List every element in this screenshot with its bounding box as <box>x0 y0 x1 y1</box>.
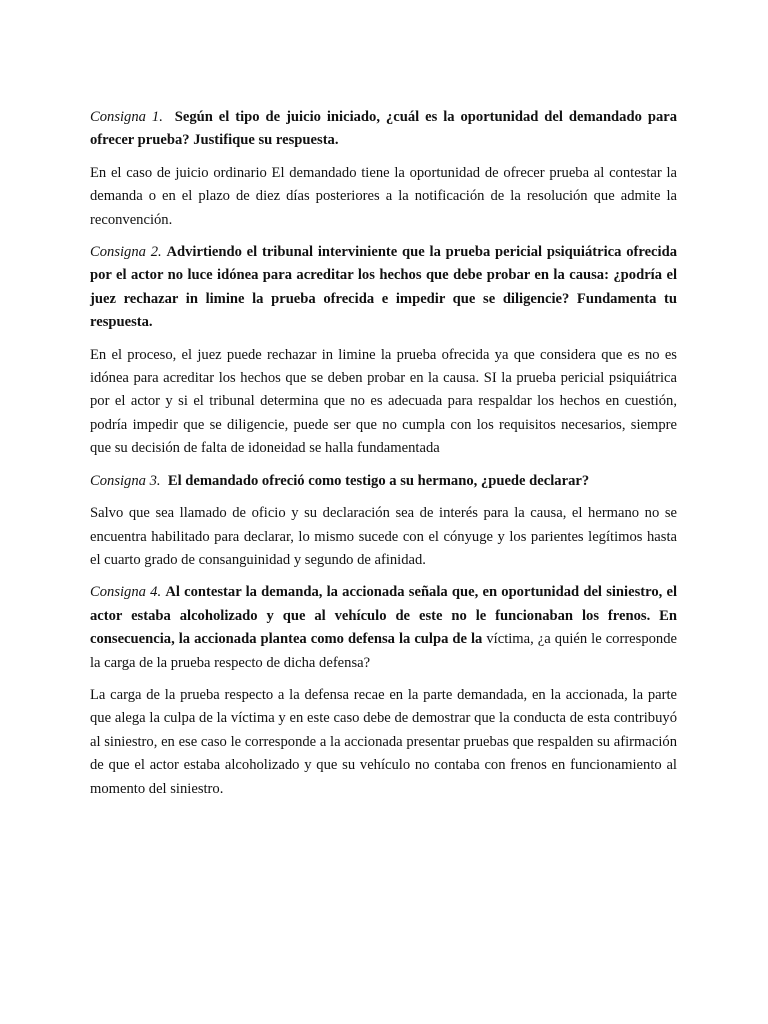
consigna-3-question-text: El demandado ofreció como testigo a su hermano, ¿puede declarar? <box>167 472 590 489</box>
consigna-3-question <box>90 470 677 493</box>
consigna-4-question-rest: víctima, ¿a quién le corresponde la carga de la prueba respecto de dicha defensa? <box>90 631 678 671</box>
consigna-3-answer: Salvo que sea llamado de oficio y su declaración sea de interés para la causa, el hermano no se encuentra habilitado para declarar, lo mismo sucede con el cónyuge y los parientes legítimos hasta el cuarto grado de consanguinidad y segundo de afinidad. <box>90 505 677 568</box>
consigna-2-question-text: Advirtiendo el tribunal interviniente que la prueba pericial psiquiátrica ofrecida por el actor no luce idónea para acreditar los hechos que debe probar en la causa: ¿podría el juez rechazar in limine la prueba ofrecida e impedir que se diligencie? Fundamenta tu respuesta. <box>90 244 678 331</box>
consigna-2-question <box>90 241 677 335</box>
consigna-2-answer: En el proceso, el juez puede rechazar in limine la prueba ofrecida ya que considera que es no es idónea para acreditar los hechos que se deben probar en la causa. SI la prueba pericial psiquiátrica por el actor y si el tribunal determina que no es adecuada para respaldar los hechos en cuestión, podría impedir que se diligencie, puede ser que no cumpla con los requisitos necesarios, siempre que su decisión de falta de idoneidad se halla fundamentada <box>90 346 677 457</box>
document-page <box>90 106 677 810</box>
consigna-4-answer: La carga de la prueba respecto a la defensa recae en la parte demandada, en la accionada, la parte que alega la culpa de la víctima y en este caso debe de demostrar que la conducta de esta contribuyó al siniestro, en ese caso le corresponde a la accionada presentar pruebas que respalden su afirmación de que el actor estaba alcoholizado y que su vehículo no contaba con frenos en funcionamiento al momento del siniestro. <box>90 686 677 797</box>
consigna-4-question <box>90 581 677 675</box>
consigna-3-label: Consigna 3. <box>90 472 161 489</box>
consigna-1-label: Consigna 1. <box>90 109 163 125</box>
consigna-4-question-text: Al contestar la demanda, la accionada señala que, en oportunidad del siniestro, el actor estaba alcoholizado y que al vehículo de este no le funcionaban los frenos. En consecuencia, la accionada plantea como defensa la culpa de la <box>90 584 678 648</box>
consigna-4-label: Consigna 4. <box>90 584 162 601</box>
consigna-1-answer: En el caso de juicio ordinario El demandado tiene la oportunidad de ofrecer prueba al contestar la demanda o en el plazo de diez días posteriores a la notificación de la resolución que admite la reconvención. <box>90 164 677 228</box>
consigna-1-question <box>90 106 677 153</box>
consigna-1-question-text: Según el tipo de juicio iniciado, ¿cuál es la oportunidad del demandado para ofrecer prueba? Justifique su respuesta. <box>90 109 678 149</box>
consigna-2-label: Consigna 2. <box>90 244 162 261</box>
